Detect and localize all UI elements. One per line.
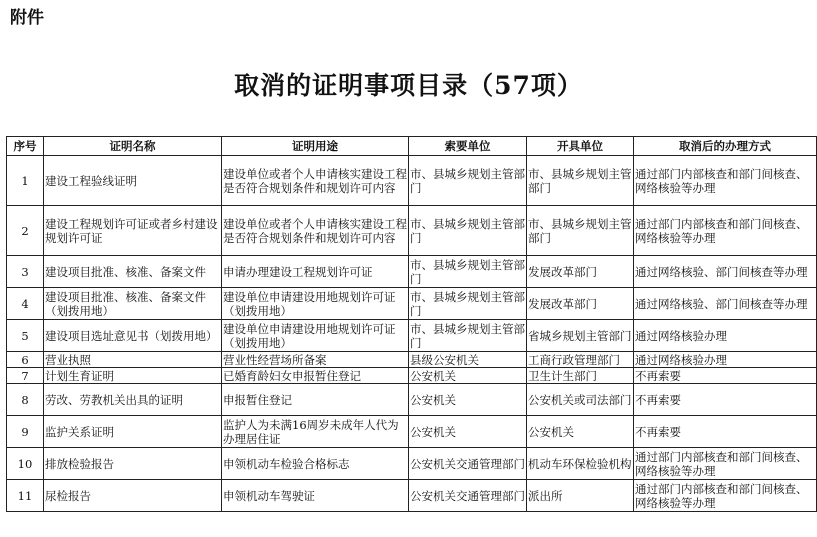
header-no: 序号 [7, 137, 44, 156]
cell-issuer: 发展改革部门 [527, 256, 634, 288]
cell-no: 1 [7, 156, 44, 206]
cell-requester: 市、县城乡规划主管部门 [410, 289, 525, 318]
cell-use: 申领机动车驾驶证 [222, 480, 409, 512]
cell-no: 3 [7, 256, 44, 288]
cell-no: 7 [7, 368, 44, 384]
cell-issuer: 工商行政管理部门 [527, 352, 634, 368]
table-row [7, 384, 817, 416]
cell-requester: 市、县城乡规划主管部门 [409, 206, 527, 256]
cell-no: 5 [7, 320, 44, 352]
cell-use: 营业性经营场所备案 [222, 352, 409, 368]
cell-method: 通过网络核验办理 [634, 352, 817, 368]
cell-method: 通过部门内部核查和部门间核查、网络核验等办理 [634, 156, 817, 206]
page-title: 取消的证明事项目录（57项） [234, 71, 583, 100]
table-row [7, 352, 817, 368]
cell-method: 通过网络核验、部门间核查等办理 [634, 256, 817, 288]
table-row [7, 156, 817, 206]
cell-method: 通过网络核验办理 [634, 320, 817, 352]
cell-name: 监护关系证明 [44, 416, 222, 448]
cell-name: 建设项目选址意见书（划拨用地） [44, 320, 222, 352]
cell-use: 已婚育龄妇女申报暂住登记 [222, 368, 409, 384]
cell-method: 不再索要 [634, 416, 817, 448]
cell-requester: 公安机关 [409, 368, 527, 384]
cell-use: 建设单位或者个人申请核实建设工程是否符合规划条件和规划许可内容 [222, 156, 409, 206]
table-row [7, 368, 817, 384]
table-row [7, 256, 817, 288]
cell-requester: 市、县城乡规划主管部门 [410, 321, 525, 350]
cell-method: 通过部门内部核查和部门间核查、网络核验等办理 [634, 480, 817, 512]
table-row [7, 288, 817, 320]
cell-method: 通过部门内部核查和部门间核查、网络核验等办理 [634, 448, 817, 480]
cell-use: 申报暂住登记 [222, 384, 409, 416]
cell-name: 建设项目批准、核准、备案文件 [44, 256, 222, 288]
cell-no: 9 [7, 416, 44, 448]
table-row [7, 206, 817, 256]
cell-no: 11 [7, 480, 44, 512]
cell-method: 通过网络核验、部门间核查等办理 [634, 288, 817, 320]
cell-no: 8 [7, 384, 44, 416]
table-row [7, 480, 817, 512]
cell-name: 建设项目批准、核准、备案文件（划拨用地） [44, 288, 222, 320]
cell-issuer: 卫生计生部门 [527, 368, 634, 384]
cell-no: 6 [7, 352, 44, 368]
cell-name: 建设工程验线证明 [44, 156, 222, 206]
cell-method: 不再索要 [634, 384, 817, 416]
cell-no: 2 [7, 206, 44, 256]
cell-no: 4 [7, 288, 44, 320]
header-issuer: 开具单位 [527, 137, 634, 156]
cell-use: 申请办理建设工程规划许可证 [222, 256, 409, 288]
table-row [7, 416, 817, 448]
cell-issuer: 派出所 [527, 480, 634, 512]
cell-use: 申领机动车检验合格标志 [222, 448, 409, 480]
certificate-table [6, 136, 817, 512]
cell-use: 建设单位或者个人申请核实建设工程是否符合规划条件和规划许可内容 [222, 206, 409, 256]
table-row [7, 448, 817, 480]
header-method: 取消后的办理方式 [634, 137, 817, 156]
cell-name: 尿检报告 [44, 480, 222, 512]
header-requester: 索要单位 [409, 137, 527, 156]
header-name: 证明名称 [44, 137, 222, 156]
cell-use: 建设单位申请建设用地规划许可证（划拨用地） [222, 320, 409, 352]
cell-issuer: 公安机关或司法部门 [527, 384, 634, 416]
table-row [7, 320, 817, 352]
cell-name: 劳改、劳教机关出具的证明 [44, 384, 222, 416]
header-use: 证明用途 [222, 137, 409, 156]
cell-name: 建设工程规划许可证或者乡村建设规划许可证 [44, 206, 222, 256]
cell-issuer: 机动车环保检验机构 [527, 448, 634, 480]
cell-requester: 县级公安机关 [409, 352, 527, 368]
cell-issuer: 发展改革部门 [527, 288, 634, 320]
cell-name: 营业执照 [44, 352, 222, 368]
cell-method: 不再索要 [634, 368, 817, 384]
cell-requester: 公安机关交通管理部门 [409, 448, 527, 480]
cell-method: 通过部门内部核查和部门间核查、网络核验等办理 [634, 206, 817, 256]
cell-name: 排放检验报告 [44, 448, 222, 480]
cell-requester: 市、县城乡规划主管部门 [410, 257, 525, 286]
cell-requester: 市、县城乡规划主管部门 [409, 156, 527, 206]
cell-no: 10 [7, 448, 44, 480]
cell-name: 计划生育证明 [44, 368, 222, 384]
cell-use: 监护人为未满16周岁未成年人代为办理居住证 [222, 416, 409, 448]
cell-requester: 公安机关 [409, 416, 527, 448]
cell-issuer: 省城乡规划主管部门 [527, 320, 634, 352]
table-header-row [7, 137, 817, 156]
cell-requester: 公安机关交通管理部门 [409, 480, 527, 512]
cell-requester: 公安机关 [409, 384, 527, 416]
cell-issuer: 市、县城乡规划主管部门 [527, 206, 634, 256]
cell-use: 建设单位申请建设用地规划许可证（划拨用地） [222, 288, 409, 320]
attachment-label: 附件 [10, 8, 44, 28]
cell-issuer: 市、县城乡规划主管部门 [527, 156, 634, 206]
cell-issuer: 公安机关 [527, 416, 634, 448]
